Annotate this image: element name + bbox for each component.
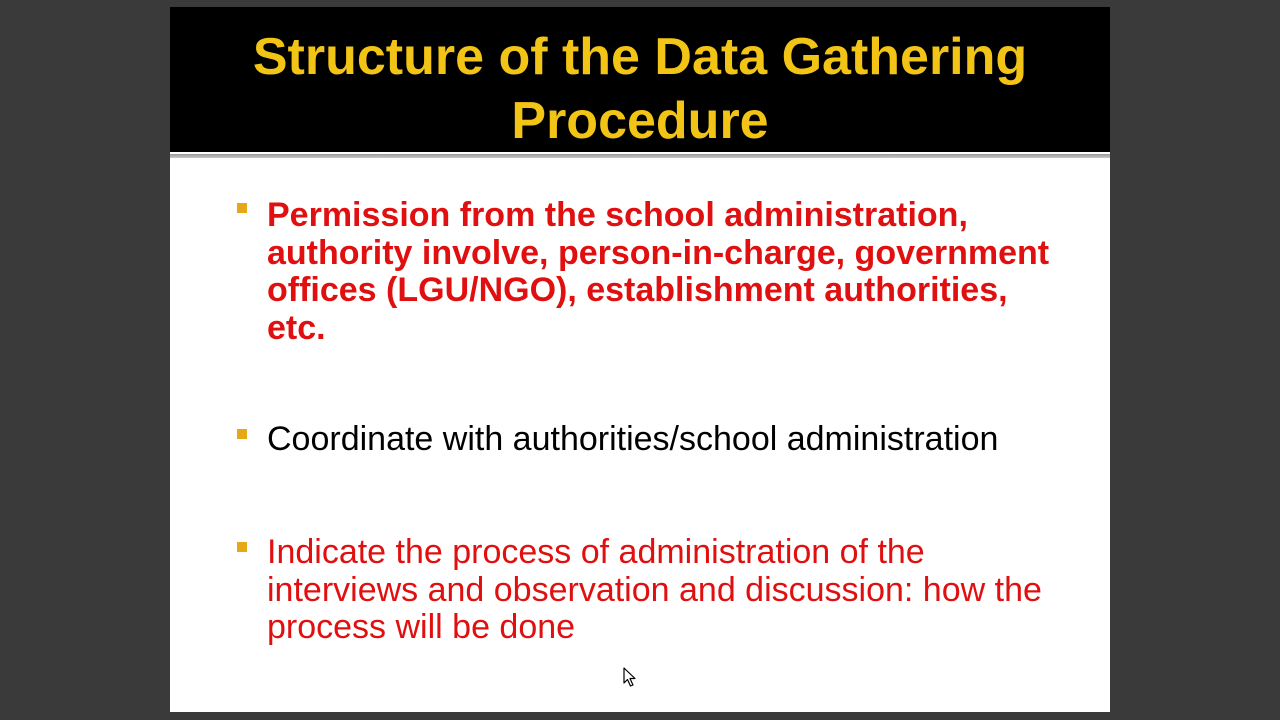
bullet-text: Coordinate with authorities/school administration [267,420,999,458]
bullet-list [170,7,1110,712]
slide-title: Structure of the Data Gathering Procedure [252,28,1028,150]
mouse-pointer-icon [623,667,637,687]
square-bullet-icon [237,203,247,213]
bullet-text: Permission from the school administration, authority involve, person-in-charge, government offices (LGU/NGO), establishment authorities, etc. [267,196,1050,347]
presentation-slide [170,7,1110,712]
square-bullet-icon [237,542,247,552]
square-bullet-icon [237,429,247,439]
bullet-text: Indicate the process of administration of the interviews and observation and discussion: how the process will be done [267,533,1042,646]
